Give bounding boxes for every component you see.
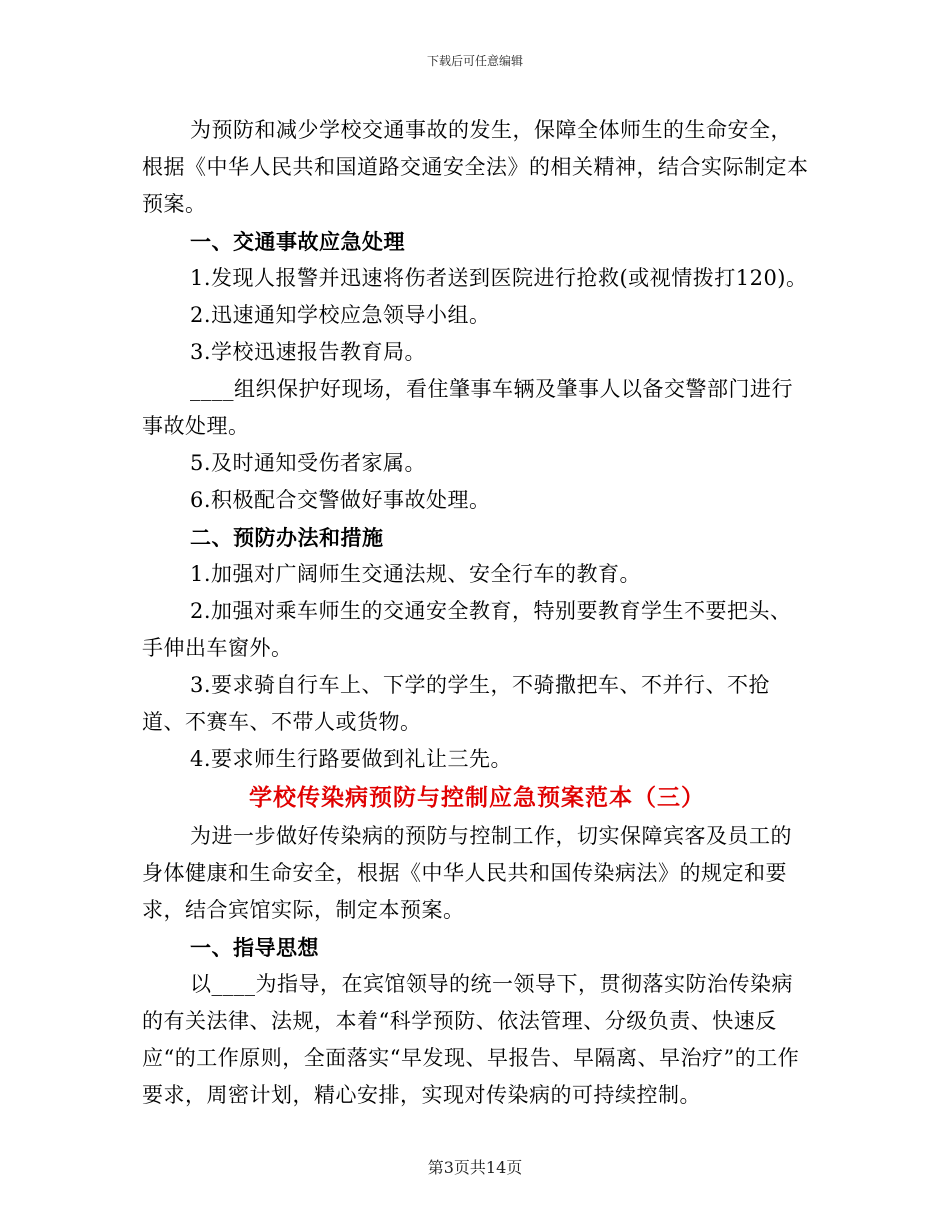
page-number: 第3页共14页 bbox=[427, 1158, 523, 1177]
list-item: 2.迅速通知学校应急领导小组。 bbox=[190, 303, 491, 327]
list-item: 6.积极配合交警做好事故处理。 bbox=[190, 488, 491, 512]
list-item: 4.要求师生行路要做到礼让三先。 bbox=[190, 747, 513, 771]
list-item: 1.加强对广阔师生交通法规、安全行车的教育。 bbox=[190, 562, 642, 586]
intro-paragraph: 为预防和减少学校交通事故的发生，保障全体师生的生命安全，根据《中华人民共和国道路交通安全法》的相关精神，结合实际制定本预案。 bbox=[142, 118, 809, 216]
section-title: 学校传染病预防与控制应急预案范本（三） bbox=[249, 784, 705, 811]
section-heading-prevention: 二、预防办法和措施 bbox=[190, 525, 384, 550]
header-note: 下载后可任意编辑 bbox=[426, 54, 523, 68]
intro-paragraph: 为进一步做好传染病的预防与控制工作，切实保障宾客及员工的身体健康和生命安全，根据《中华人民共和国传染病法》的规定和要求，结合宾馆实际，制定本预案。 bbox=[142, 824, 792, 922]
list-item: ____组织保护好现场，看住肇事车辆及肇事人以备交警部门进行事故处理。 bbox=[142, 377, 793, 438]
document-body bbox=[142, 112, 812, 1114]
section-heading-emergency: 一、交通事故应急处理 bbox=[190, 229, 405, 254]
list-item: 2.加强对乘车师生的交通安全教育，特别要教育学生不要把头、手伸出车窗外。 bbox=[142, 599, 792, 660]
list-item: 5.及时通知受伤者家属。 bbox=[190, 451, 427, 475]
list-item: 3.学校迅速报告教育局。 bbox=[190, 340, 427, 364]
list-item: 3.要求骑自行车上、下学的学生，不骑撒把车、不并行、不抢道、不赛车、不带人或货物。 bbox=[142, 673, 771, 734]
list-item: 1.发现人报警并迅速将伤者送到医院进行抢救(或视情拨打120)。 bbox=[190, 266, 808, 290]
guidance-paragraph: 以____为指导，在宾馆领导的统一领导下，贯彻落实防治传染病的有关法律、法规，本着“科学预防、依法管理、分级负责、快速反应“的工作原则，全面落实“早发现、早报告、早隔离、早治疗”的工作要求，周密计划，精心安排，实现对传染病的可持续控制。 bbox=[142, 972, 800, 1107]
section-heading-guidance: 一、指导思想 bbox=[190, 935, 319, 960]
